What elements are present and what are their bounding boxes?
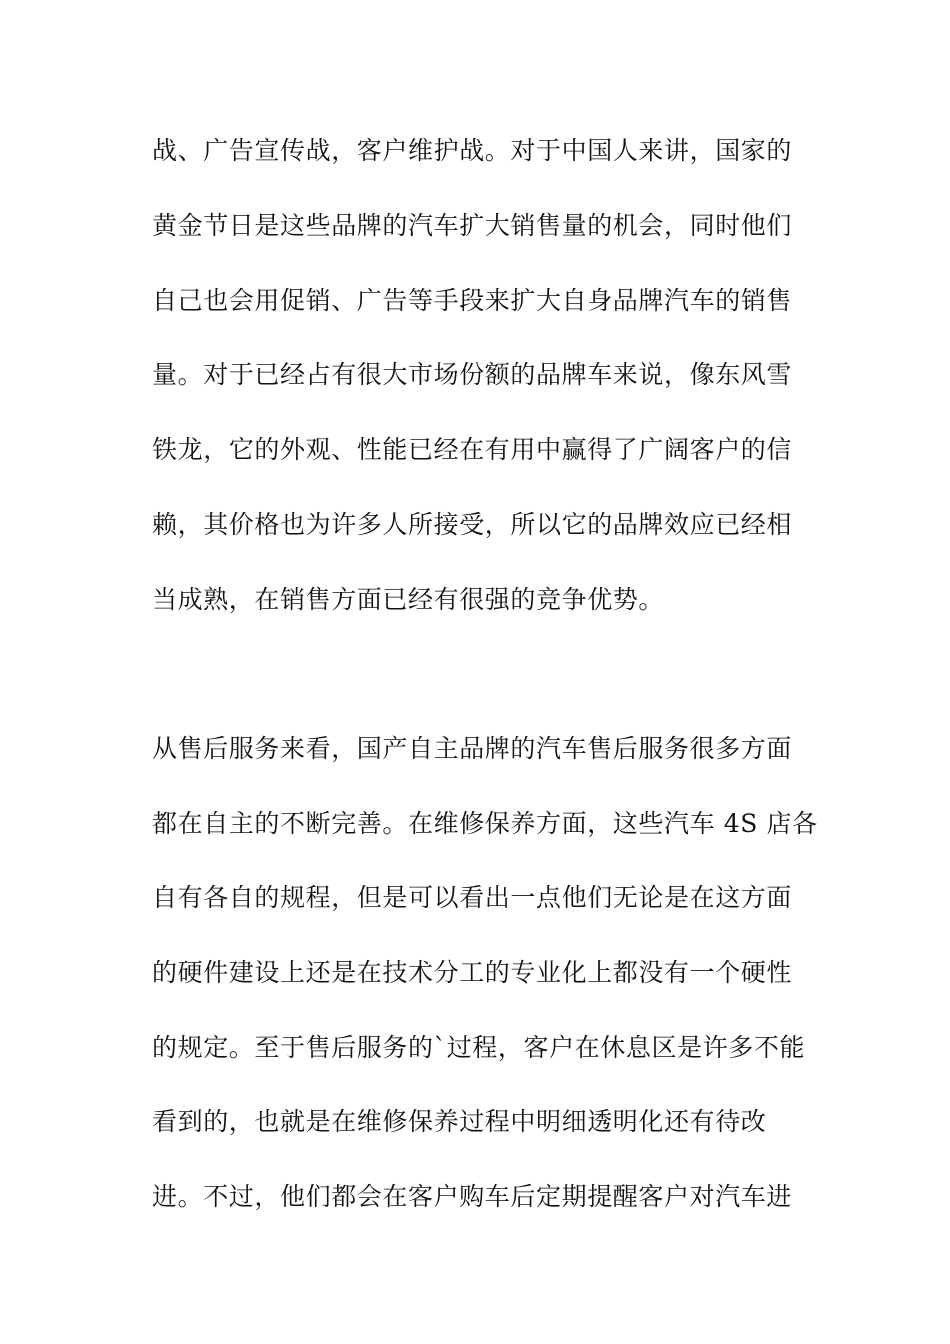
text-line: 从售后服务来看，国产自主品牌的汽车售后服务很多方面 bbox=[152, 734, 793, 763]
text-line: 量。对于已经占有很大市场份额的品牌车来说，像东风雪 bbox=[152, 360, 793, 389]
text-line: 进。不过，他们都会在客户购车后定期提醒客户对汽车进 bbox=[152, 1182, 793, 1211]
text-line: 自己也会用促销、广告等手段来扩大自身品牌汽车的销售 bbox=[152, 286, 793, 315]
text-line: 看到的，也就是在维修保养过程中明细透明化还有待改 bbox=[152, 1107, 767, 1136]
text-line: 的规定。至于售后服务的`过程，客户在休息区是许多不能 bbox=[152, 1033, 806, 1062]
text-line: 黄金节日是这些品牌的汽车扩大销售量的机会，同时他们 bbox=[152, 211, 793, 240]
text-line: 自有各自的规程，但是可以看出一点他们无论是在这方面 bbox=[152, 883, 793, 912]
text-line: 铁龙，它的外观、性能已经在有用中赢得了广阔客户的信 bbox=[152, 435, 793, 464]
text-line: 当成熟，在销售方面已经有很强的竞争优势。 bbox=[152, 585, 665, 614]
text-line: 赖，其价格也为许多人所接受，所以它的品牌效应已经相 bbox=[152, 510, 793, 539]
text-line: 的硬件建设上还是在技术分工的专业化上都没有一个硬性 bbox=[152, 958, 793, 987]
text-line: 战、广告宣传战，客户维护战。对于中国人来讲，国家的 bbox=[152, 136, 793, 165]
text-line: 都在自主的不断完善。在维修保养方面，这些汽车 4S 店各 bbox=[152, 809, 818, 838]
